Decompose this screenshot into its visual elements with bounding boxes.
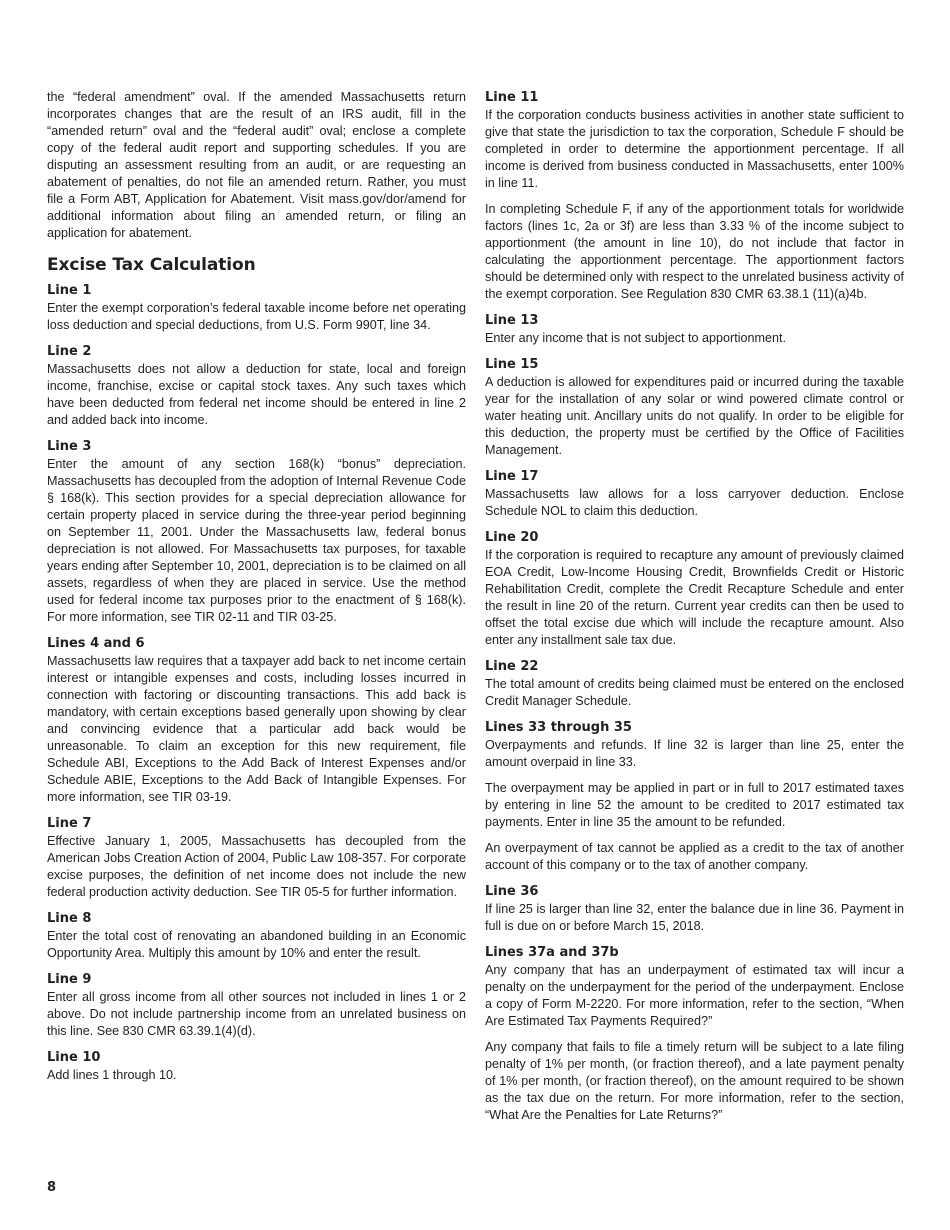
instruction-line-8 [47, 910, 466, 962]
instruction-line-2 [47, 343, 466, 429]
instruction-lines-4-and-6 [47, 635, 466, 806]
instruction-title: Lines 4 and 6 [47, 636, 145, 651]
instruction-line-7 [47, 815, 466, 901]
page-number: 8 [47, 1180, 57, 1195]
instruction-line-15 [485, 356, 904, 459]
instruction-text: Massachusetts law requires that a taxpayer add back to net income certain interest or intangible expenses and costs, including losses incurred in connection with factoring or discounting transactions. This add back is mandatory, with certain exceptions based generally upon showing by clear and convincing evidence that a particular add back would be unreasonable. To claim an exception for this new requirement, file Schedule ABI, Exceptions to the Add Back of Interest Expenses and/or Schedule ABIE, Exceptions to the Add Back of Intangible Expenses. For more information, see TIR 03-19. [47, 654, 466, 804]
instruction-title: Line 15 [485, 357, 539, 372]
instruction-line-10 [47, 1049, 466, 1084]
instruction-text: If the corporation is required to recapture any amount of previously claimed EOA Credit, Low-Income Housing Credit, Brownfields Credit or Historic Rehabilitation Credit, complete the Credit Recapture Schedule and enter the result in line 20 of the return. Current year credits can then be used to offset the total excise due which will include the recapture amount. Also enter any installment sale tax due. [485, 548, 904, 647]
right-column [485, 89, 904, 1133]
instruction-text: Massachusetts does not allow a deduction for state, local and foreign income, franchise, excise or capital stock taxes. Any such taxes which have been deducted from federal net income should be entered in line 2 and added back into income. [47, 362, 466, 427]
instruction-title: Line 7 [47, 816, 92, 831]
instruction-line-13 [485, 312, 904, 347]
instruction-lines-33-through-35 [485, 719, 904, 874]
instruction-title: Line 17 [485, 469, 539, 484]
instruction-line-17 [485, 468, 904, 520]
instruction-text: The overpayment may be applied in part or in full to 2017 estimated taxes by entering in line 52 the amount to be credited to 2017 estimated tax payments. Enter in line 35 the amount to be refunded. [485, 781, 904, 829]
instruction-title: Line 11 [485, 90, 539, 105]
instruction-text: Enter all gross income from all other sources not included in lines 1 or 2 above. Do not include partnership income from an unrelated business on this line. See 830 CMR 63.39.1(4)(d). [47, 990, 466, 1038]
instruction-line-11 [485, 89, 904, 303]
instruction-text: An overpayment of tax cannot be applied as a credit to the tax of another account of this company or to the tax of another company. [485, 841, 904, 872]
instruction-title: Line 10 [47, 1050, 101, 1065]
instruction-text: The total amount of credits being claimed must be entered on the enclosed Credit Manager Schedule. [485, 677, 904, 708]
intro-paragraph: the “federal amendment” oval. If the amended Massachusetts return incorporates changes that are the result of an IRS audit, fill in the “amended return” oval and the “federal audit” oval; enclose a complete copy of the federal audit report and supporting schedules. If you are disputing an assessment resulting from an audit, or are requesting an abatement of penalties, do not file an amended return. Rather, you must file a Form ABT, Application for Abatement. Visit mass.gov/dor/amend for additional information about filing an amended return, or filing an application for abatement. [47, 90, 466, 240]
instruction-title: Line 22 [485, 659, 539, 674]
instruction-title: Lines 33 through 35 [485, 720, 632, 735]
instruction-title: Line 20 [485, 530, 539, 545]
instruction-line-1 [47, 282, 466, 334]
instruction-title: Lines 37a and 37b [485, 945, 619, 960]
instruction-title: Line 8 [47, 911, 92, 926]
left-sections [47, 282, 466, 1084]
instruction-lines-37a-and-37b [485, 944, 904, 1124]
instruction-text: Enter the exempt corporation’s federal taxable income before net operating loss deduction and special deductions, from U.S. Form 990T, line 34. [47, 301, 466, 332]
instruction-text: A deduction is allowed for expenditures paid or incurred during the taxable year for the installation of any solar or wind powered climate control or water heating unit. Ancillary units do not qualify. In order to be eligible for this deduction, the property must be certified by the Office of Facilities Management. [485, 375, 904, 457]
instruction-text: Enter the amount of any section 168(k) “bonus” depreciation. Massachusetts has decoupled from the adoption of Internal Revenue Code § 168(k). This section provides for a special depreciation allowance for certain property placed in service during the three-year period beginning on September 11, 2001. Under the Massachusetts law, federal bonus depreciation is not allowed. For Massachusetts tax purposes, for taxable years ending after September 10, 2001, depreciation is to be claimed on all assets, regardless of when they are placed in service. Use the method used for federal income tax purposes prior to the enactment of § 168(k). For more information, see TIR 02-11 and TIR 03-25. [47, 457, 466, 624]
instruction-text: If line 25 is larger than line 32, enter the balance due in line 36. Payment in full is due on or before March 15, 2018. [485, 902, 904, 933]
instruction-text: Enter any income that is not subject to apportionment. [485, 331, 787, 345]
instruction-line-9 [47, 971, 466, 1040]
instruction-text: In completing Schedule F, if any of the apportionment totals for worldwide factors (lines 1c, 2a or 3f) are less than 3.33 % of the income subject to apportionment (the amount in line 10), do not include that factor in calculating the apportionment percentage. The apportionment factors should be determined only with respect to the unrelated business activity of the exempt corporation. See Regulation 830 CMR 63.38.1 (11)(a)4b. [485, 202, 904, 301]
instruction-text: Effective January 1, 2005, Massachusetts has decoupled from the American Jobs Creation Action of 2004, Public Law 108-357. For corporate excise purposes, the definition of net income does not include the new federal production activity deduction. See TIR 05-5 for further information. [47, 834, 466, 899]
instruction-line-22 [485, 658, 904, 710]
instruction-title: Line 1 [47, 283, 92, 298]
instruction-line-20 [485, 529, 904, 649]
instruction-line-3 [47, 438, 466, 626]
instruction-line-36 [485, 883, 904, 935]
instruction-title: Line 3 [47, 439, 92, 454]
instruction-text: Massachusetts law allows for a loss carryover deduction. Enclose Schedule NOL to claim this deduction. [485, 487, 904, 518]
instruction-text: If the corporation conducts business activities in another state sufficient to give that state the jurisdiction to tax the corporation, Schedule F should be completed in order to determine the apportionment percentage. If all income is derived from business conducted in Massachusetts, enter 100% in line 11. [485, 108, 904, 190]
instruction-text: Any company that has an underpayment of estimated tax will incur a penalty on the underpayment for the period of the underpayment. Enclose a copy of Form M-2220. For more information, refer to the section, “When Are Estimated Tax Payments Required?” [485, 963, 904, 1028]
instruction-title: Line 13 [485, 313, 539, 328]
instruction-text: Any company that fails to file a timely return will be subject to a late filing penalty of 1% per month, (or fraction thereof), and a late payment penalty of 1% per month, (or fraction thereof), on the amount required to be shown as the tax due on the return. For more information, refer to the section, “What Are the Penalties for Late Returns?” [485, 1040, 904, 1122]
instruction-text: Add lines 1 through 10. [47, 1068, 177, 1082]
instruction-title: Line 36 [485, 884, 539, 899]
instruction-text: Overpayments and refunds. If line 32 is larger than line 25, enter the amount overpaid in line 33. [485, 738, 904, 769]
instruction-title: Line 2 [47, 344, 92, 359]
instruction-title: Line 9 [47, 972, 92, 987]
section-heading: Excise Tax Calculation [47, 255, 256, 275]
left-column [47, 89, 466, 1093]
instruction-text: Enter the total cost of renovating an abandoned building in an Economic Opportunity Area. Multiply this amount by 10% and enter the result. [47, 929, 466, 960]
